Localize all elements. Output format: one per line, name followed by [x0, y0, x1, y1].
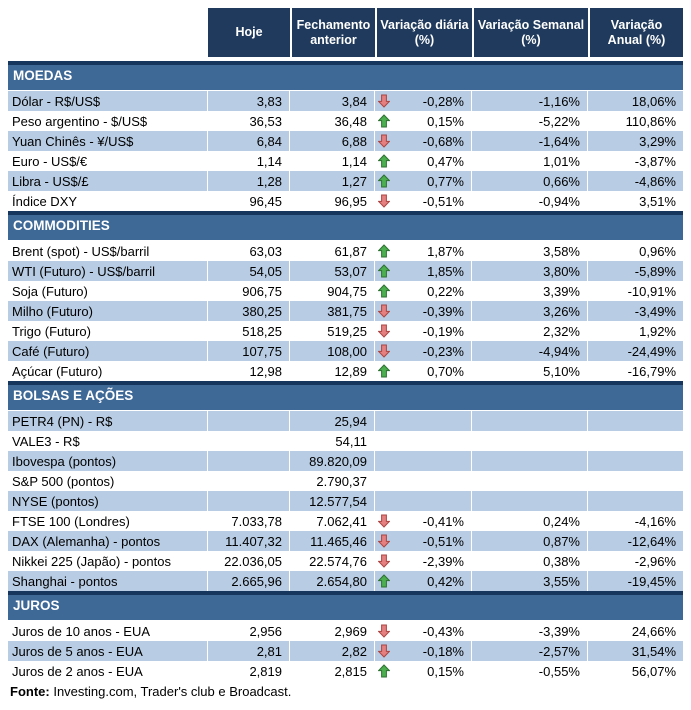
cell-hoje: 6,84 [208, 131, 290, 151]
cell-variacao-anual: 31,54% [631, 643, 676, 659]
cell-fechamento-anterior: 108,00 [290, 341, 375, 361]
cell-variacao-anual: 3,51% [639, 193, 676, 209]
table-row [8, 361, 683, 381]
cell-variacao-diaria [375, 431, 472, 451]
table-row [8, 451, 683, 471]
row-label: Juros de 5 anos - EUA [8, 641, 208, 661]
section-title: MOEDAS [13, 68, 73, 83]
cell-variacao-semanal: -0,94% [472, 191, 588, 211]
cell-variacao-diaria [375, 551, 472, 571]
cell-variacao-diaria [375, 241, 472, 261]
cell-variacao-semanal: 3,80% [472, 261, 588, 281]
row-label: Peso argentino - $/US$ [8, 111, 208, 131]
cell-variacao-semanal: -4,94% [472, 341, 588, 361]
row-label: WTI (Futuro) - US$/barril [8, 261, 208, 281]
cell-variacao-semanal [472, 451, 588, 471]
cell-variacao-anual [588, 491, 683, 511]
cell-hoje [208, 431, 290, 451]
cell-variacao-semanal: 0,24% [472, 511, 588, 531]
table-row [8, 321, 683, 341]
cell-variacao-semanal: -2,57% [472, 641, 588, 661]
down-arrow-icon [378, 94, 390, 108]
cell-variacao-diaria [375, 361, 472, 381]
cell-fechamento-anterior: 519,25 [290, 321, 375, 341]
table-row [8, 111, 683, 131]
cell-fechamento-anterior: 22.574,76 [290, 551, 375, 571]
cell-hoje: 2,819 [208, 661, 290, 681]
cell-variacao-semanal: 3,58% [472, 241, 588, 261]
up-arrow-icon [378, 664, 390, 678]
down-arrow-icon [378, 534, 390, 548]
cell-hoje: 380,25 [208, 301, 290, 321]
row-label: Libra - US$/£ [8, 171, 208, 191]
row-label: VALE3 - R$ [8, 431, 208, 451]
variacao-diaria-value: 1,87% [427, 243, 464, 259]
cell-variacao-anual: -24,49% [627, 343, 676, 359]
cell-variacao-semanal [472, 431, 588, 451]
column-header: Hoje [208, 8, 290, 57]
table-row [8, 531, 683, 551]
up-arrow-icon [378, 244, 390, 258]
cell-fechamento-anterior: 904,75 [290, 281, 375, 301]
cell-variacao-anual: 0,96% [639, 243, 676, 259]
row-label: Café (Futuro) [8, 341, 208, 361]
up-arrow-icon [378, 284, 390, 298]
down-arrow-icon [378, 554, 390, 568]
row-label: Soja (Futuro) [8, 281, 208, 301]
cell-variacao-semanal [472, 411, 588, 431]
row-label: Brent (spot) - US$/barril [8, 241, 208, 261]
down-arrow-icon [378, 194, 390, 208]
table-row [8, 191, 683, 211]
row-label: Shanghai - pontos [8, 571, 208, 591]
financial-markets-table [8, 8, 683, 699]
row-label: DAX (Alemanha) - pontos [8, 531, 208, 551]
cell-variacao-anual: 56,07% [631, 663, 676, 679]
table-row [8, 661, 683, 681]
cell-variacao-anual: -5,89% [634, 263, 676, 279]
cell-variacao-semanal: 3,39% [472, 281, 588, 301]
cell-variacao-anual [588, 431, 683, 451]
up-arrow-icon [378, 174, 390, 188]
variacao-diaria-value: 0,15% [427, 663, 464, 679]
cell-variacao-diaria [375, 621, 472, 641]
up-arrow-icon [378, 264, 390, 278]
header-corner-spacer [8, 8, 208, 57]
cell-variacao-diaria [375, 321, 472, 341]
cell-fechamento-anterior: 1,14 [290, 151, 375, 171]
cell-variacao-semanal: 2,32% [472, 321, 588, 341]
table-row [8, 471, 683, 491]
cell-fechamento-anterior: 2,82 [290, 641, 375, 661]
cell-variacao-diaria [375, 511, 472, 531]
cell-hoje: 36,53 [208, 111, 290, 131]
variacao-diaria-value: -0,19% [422, 323, 464, 339]
cell-hoje: 107,75 [208, 341, 290, 361]
table-row [8, 341, 683, 361]
column-header: Variação Anual (%) [588, 8, 683, 57]
down-arrow-icon [378, 624, 390, 638]
section-title: JUROS [13, 598, 60, 613]
cell-variacao-semanal: -1,16% [472, 91, 588, 111]
cell-variacao-anual: -4,16% [634, 513, 676, 529]
table-row [8, 171, 683, 191]
cell-hoje: 12,98 [208, 361, 290, 381]
cell-variacao-diaria [375, 301, 472, 321]
variacao-diaria-value: -2,39% [422, 553, 464, 569]
cell-variacao-semanal: -5,22% [472, 111, 588, 131]
variacao-diaria-value: -0,18% [422, 643, 464, 659]
cell-hoje: 22.036,05 [208, 551, 290, 571]
cell-fechamento-anterior: 6,88 [290, 131, 375, 151]
cell-variacao-semanal: 0,38% [472, 551, 588, 571]
source-text: Investing.com, Trader's club e Broadcast. [49, 684, 292, 699]
cell-hoje [208, 471, 290, 491]
cell-fechamento-anterior: 7.062,41 [290, 511, 375, 531]
row-label: Yuan Chinês - ¥/US$ [8, 131, 208, 151]
cell-variacao-semanal: 0,66% [472, 171, 588, 191]
table-row [8, 261, 683, 281]
cell-fechamento-anterior: 11.465,46 [290, 531, 375, 551]
cell-variacao-diaria [375, 131, 472, 151]
variacao-diaria-value: -0,28% [422, 93, 464, 109]
cell-variacao-semanal: -0,55% [472, 661, 588, 681]
cell-variacao-semanal: -3,39% [472, 621, 588, 641]
cell-variacao-anual: 18,06% [631, 93, 676, 109]
variacao-diaria-value: 1,85% [427, 263, 464, 279]
cell-fechamento-anterior: 61,87 [290, 241, 375, 261]
section-header-bolsas-e-acoes [8, 381, 683, 411]
cell-variacao-diaria [375, 111, 472, 131]
cell-hoje: 1,14 [208, 151, 290, 171]
table-row [8, 151, 683, 171]
source-label: Fonte: [10, 684, 50, 699]
cell-variacao-diaria [375, 471, 472, 491]
cell-variacao-anual: 1,92% [639, 323, 676, 339]
row-label: NYSE (pontos) [8, 491, 208, 511]
section-header-commodities [8, 211, 683, 241]
cell-fechamento-anterior: 12,89 [290, 361, 375, 381]
table-body [8, 61, 683, 681]
row-label: FTSE 100 (Londres) [8, 511, 208, 531]
variacao-diaria-value: 0,22% [427, 283, 464, 299]
cell-fechamento-anterior: 96,95 [290, 191, 375, 211]
source-note [8, 684, 683, 699]
table-row [8, 411, 683, 431]
cell-fechamento-anterior: 2,969 [290, 621, 375, 641]
variacao-diaria-value: 0,77% [427, 173, 464, 189]
variacao-diaria-value: 0,42% [427, 573, 464, 589]
down-arrow-icon [378, 134, 390, 148]
table-row [8, 281, 683, 301]
cell-variacao-anual: -16,79% [627, 363, 676, 379]
cell-variacao-diaria [375, 661, 472, 681]
table-row [8, 131, 683, 151]
cell-hoje: 2,956 [208, 621, 290, 641]
cell-hoje: 2,81 [208, 641, 290, 661]
down-arrow-icon [378, 514, 390, 528]
table-row [8, 621, 683, 641]
table-row [8, 511, 683, 531]
variacao-diaria-value: -0,43% [422, 623, 464, 639]
down-arrow-icon [378, 324, 390, 338]
up-arrow-icon [378, 364, 390, 378]
cell-variacao-diaria [375, 531, 472, 551]
table-row [8, 551, 683, 571]
variacao-diaria-value: 0,47% [427, 153, 464, 169]
row-label: Nikkei 225 (Japão) - pontos [8, 551, 208, 571]
cell-variacao-anual: -2,96% [634, 553, 676, 569]
cell-hoje [208, 451, 290, 471]
row-label: Euro - US$/€ [8, 151, 208, 171]
column-header: Variação Semanal (%) [472, 8, 588, 57]
cell-fechamento-anterior: 3,84 [290, 91, 375, 111]
cell-variacao-diaria [375, 191, 472, 211]
cell-fechamento-anterior: 381,75 [290, 301, 375, 321]
cell-variacao-diaria [375, 151, 472, 171]
row-label: Açúcar (Futuro) [8, 361, 208, 381]
cell-hoje: 54,05 [208, 261, 290, 281]
cell-fechamento-anterior: 2.654,80 [290, 571, 375, 591]
row-label: S&P 500 (pontos) [8, 471, 208, 491]
cell-variacao-semanal: 5,10% [472, 361, 588, 381]
row-label: Milho (Futuro) [8, 301, 208, 321]
section-title: COMMODITIES [13, 218, 110, 233]
row-label: Juros de 10 anos - EUA [8, 621, 208, 641]
column-header: Fechamento anterior [290, 8, 375, 57]
cell-hoje: 1,28 [208, 171, 290, 191]
cell-hoje: 7.033,78 [208, 511, 290, 531]
cell-variacao-anual: 110,86% [625, 113, 676, 129]
cell-fechamento-anterior: 12.577,54 [290, 491, 375, 511]
variacao-diaria-value: -0,41% [422, 513, 464, 529]
table-row [8, 301, 683, 321]
cell-variacao-anual: 24,66% [631, 623, 676, 639]
cell-variacao-semanal: 3,55% [472, 571, 588, 591]
cell-fechamento-anterior: 2,815 [290, 661, 375, 681]
table-row [8, 571, 683, 591]
up-arrow-icon [378, 154, 390, 168]
variacao-diaria-value: -0,51% [422, 533, 464, 549]
variacao-diaria-value: -0,68% [422, 133, 464, 149]
cell-variacao-semanal: 0,87% [472, 531, 588, 551]
cell-hoje [208, 491, 290, 511]
cell-variacao-semanal: 3,26% [472, 301, 588, 321]
row-label: Índice DXY [8, 191, 208, 211]
cell-variacao-semanal [472, 491, 588, 511]
cell-fechamento-anterior: 54,11 [290, 431, 375, 451]
section-header-juros [8, 591, 683, 621]
cell-hoje: 906,75 [208, 281, 290, 301]
cell-fechamento-anterior: 25,94 [290, 411, 375, 431]
cell-variacao-semanal: -1,64% [472, 131, 588, 151]
cell-variacao-anual [588, 471, 683, 491]
table-row [8, 91, 683, 111]
cell-fechamento-anterior: 53,07 [290, 261, 375, 281]
up-arrow-icon [378, 114, 390, 128]
row-label: PETR4 (PN) - R$ [8, 411, 208, 431]
variacao-diaria-value: -0,39% [422, 303, 464, 319]
cell-variacao-anual: -12,64% [627, 533, 676, 549]
down-arrow-icon [378, 644, 390, 658]
up-arrow-icon [378, 574, 390, 588]
cell-hoje: 11.407,32 [208, 531, 290, 551]
cell-variacao-semanal: 1,01% [472, 151, 588, 171]
cell-variacao-anual: -3,49% [634, 303, 676, 319]
cell-variacao-diaria [375, 91, 472, 111]
down-arrow-icon [378, 304, 390, 318]
table-row [8, 241, 683, 261]
table-row [8, 641, 683, 661]
cell-fechamento-anterior: 36,48 [290, 111, 375, 131]
cell-fechamento-anterior: 1,27 [290, 171, 375, 191]
table-header-row [8, 8, 683, 57]
cell-variacao-anual: -4,86% [634, 173, 676, 189]
cell-variacao-diaria [375, 281, 472, 301]
cell-variacao-anual: -10,91% [627, 283, 676, 299]
down-arrow-icon [378, 344, 390, 358]
cell-hoje [208, 411, 290, 431]
cell-variacao-diaria [375, 171, 472, 191]
table-row [8, 431, 683, 451]
cell-variacao-anual: -19,45% [627, 573, 676, 589]
cell-variacao-diaria [375, 491, 472, 511]
cell-hoje: 2.665,96 [208, 571, 290, 591]
cell-variacao-diaria [375, 451, 472, 471]
cell-variacao-diaria [375, 641, 472, 661]
table-row [8, 491, 683, 511]
cell-hoje: 96,45 [208, 191, 290, 211]
cell-variacao-diaria [375, 571, 472, 591]
cell-variacao-anual: 3,29% [639, 133, 676, 149]
column-header: Variação diária (%) [375, 8, 472, 57]
variacao-diaria-value: -0,51% [422, 193, 464, 209]
row-label: Trigo (Futuro) [8, 321, 208, 341]
cell-variacao-diaria [375, 261, 472, 281]
section-header-moedas [8, 61, 683, 91]
cell-fechamento-anterior: 89.820,09 [290, 451, 375, 471]
cell-variacao-diaria [375, 411, 472, 431]
row-label: Ibovespa (pontos) [8, 451, 208, 471]
cell-variacao-anual: -3,87% [634, 153, 676, 169]
cell-fechamento-anterior: 2.790,37 [290, 471, 375, 491]
cell-variacao-diaria [375, 341, 472, 361]
variacao-diaria-value: -0,23% [422, 343, 464, 359]
cell-variacao-anual [588, 411, 683, 431]
cell-hoje: 518,25 [208, 321, 290, 341]
cell-hoje: 3,83 [208, 91, 290, 111]
cell-hoje: 63,03 [208, 241, 290, 261]
variacao-diaria-value: 0,15% [427, 113, 464, 129]
row-label: Dólar - R$/US$ [8, 91, 208, 111]
cell-variacao-semanal [472, 471, 588, 491]
row-label: Juros de 2 anos - EUA [8, 661, 208, 681]
section-title: BOLSAS E AÇÕES [13, 388, 134, 403]
variacao-diaria-value: 0,70% [427, 363, 464, 379]
cell-variacao-anual [588, 451, 683, 471]
